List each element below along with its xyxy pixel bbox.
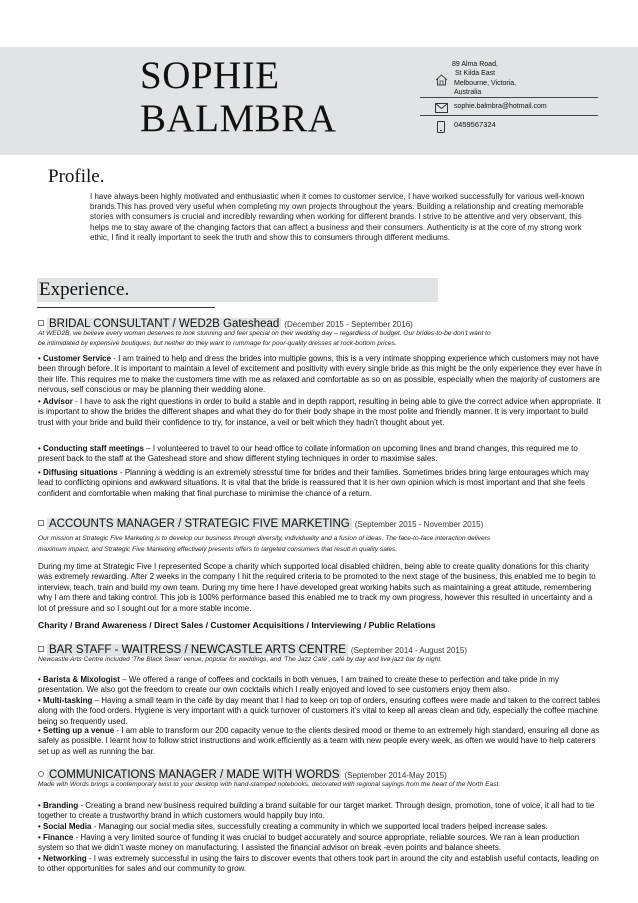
bullet-label: Setting up a venue xyxy=(43,726,115,735)
bullet-text: - Creating a brand new business required building a brand suitable for our target market. Through design, promotion, tone of voice, it all had to tie together to create a trustworthy brand in which customers would happily buy into. xyxy=(38,801,595,821)
bullet-circle-icon xyxy=(38,771,44,777)
job-bullet: • Multi-tasking – Having a small team in the café by day meant that I had to keep on top of orders, ensuring coffees were made and taken to the correct tables along with the food orders. Hygiene is very important with a quick turnover of customers it’s vital to keep all areas clean and tidy, especially the coffee machine being so frequently used. xyxy=(38,696,601,726)
job-dates: (December 2015 - September 2016) xyxy=(284,320,413,329)
bullet-text: - I have to ask the right questions in order to build a stable and in depth rapport, resulting in being able to give the correct advice when appropriate. It is important to show the brides the different shapes and what they do for their body shape in the most polite and friendly manner. It is very important to build trust with your bride and build their confidence to try, for instance, a veil or belt which they hadn’t thought about yet. xyxy=(38,397,601,427)
email[interactable]: sophie.balmbra@hotmail.com xyxy=(454,103,547,110)
bullet-label: Networking xyxy=(43,854,87,863)
job-tagline: Our mission at Strategic Five Marketing is to develop our business through diversity, individuality and a fusion of ideas. The face-to-face interaction delivers xyxy=(38,535,491,542)
bullet-text: - I am able to transform our 200 capacity venue to the clients desired mood or theme to an extremely high standard, ensuring all done as safely as possible. I learnt how to follow strict instructions and work efficiently as a team with new people every week, as often we would have to help caterers set up as well as running the bar. xyxy=(38,726,600,756)
bullet-text: – Having a small team in the café by day meant that I had to keep on top of orders, ensuring coffees were made and taken to the correct tables along with the food orders. Hygiene is very important with a quick turnover of customers it’s vital to keep all areas clean and tidy, especially the coffee machine being so frequently used. xyxy=(38,696,601,726)
bullet-text: - Planning a wedding is an extremely stressful time for brides and their families. Sometimes brides bring large entourages which may lead to conflicting opinions and awkward situations. It is vital that the bride is reassured that it is her own opinion which is most important and that she feels confident and comfortable when making that final purchase to minimise the chance of a return. xyxy=(38,468,590,498)
bullet-text: - Managing our social media sites, successfully creating a community in which we supported local traders helped increase sales. xyxy=(91,822,548,831)
bullet-label: Customer Service xyxy=(43,354,112,363)
job-role: BRIDAL CONSULTANT / WED2B Gateshead xyxy=(49,318,280,330)
job-bullet: • Advisor - I have to ask the right questions in order to build a stable and in depth rapport, resulting in being able to give the correct advice when appropriate. It is important to show the brides the different shapes and what they do for their body shape in the most polite and friendly manner. It is very important to build trust with your bride and build their confidence to try, for instance, a veil or belt which they hadn’t thought about yet. xyxy=(38,397,601,427)
home-icon xyxy=(435,73,448,91)
bullet-label: Advisor xyxy=(43,397,73,406)
bullet-label: Barista & Mixologist xyxy=(43,675,120,684)
job-bullet: • Social Media - Managing our social media sites, successfully creating a community in which we supported local traders helped increase sales. xyxy=(38,822,548,831)
bullet-text: - I am trained to help and dress the brides into multiple gowns, this is a very intimate shopping experience which customers may not have been through before. It is important to maintain a level of excitement and positivity with every single bride as this might be the only experience they ever have in their life. This requires me to make the customers time with me as relaxed and comfortable as so on as possible, especially when the majority of customers are nervous, self conscious or may be planning their wedding alone. xyxy=(38,354,602,395)
first-name: SOPHIE xyxy=(140,54,280,97)
profile-text: I have always been highly motivated and enthusiastic when it comes to customer service, I have worked successfully for various well-known brands.This has proved very useful when completing my own projects throughout the years. Building a relationship and creating memorable stories with consumers is crucial and incredibly rewarding when working for different brands. I strive to be attentive and very observant, this helps me to stay aware of the changing factors that can affect a business and their consumers. Authenticity is at the core of my strong work ethic, I find it really important to seek the truth and show this to consumers through different mediums. xyxy=(90,192,585,242)
bullet-label: Conducting staff meetings xyxy=(43,444,144,453)
job-tagline: be intimidated by expensive boutiques, but neither do they want to rummage for poor-quality dresses at rock-bottom prices. xyxy=(38,340,397,347)
profile-title: Profile. xyxy=(48,166,105,187)
job-tagline: Newcastle Arts Centre included ‘The Black Swan’ venue, popular for weddings, and ‘The Jazz Café’, café by day and live jazz bar by night. xyxy=(38,656,443,663)
bullet-box-icon xyxy=(38,320,44,326)
job-bullet: • Customer Service - I am trained to help and dress the brides into multiple gowns, this is a very intimate shopping experience which customers may not have been through before. It is important to maintain a level of excitement and positivity with every single bride as this might be the only experience they ever have in their life. This requires me to make the customers time with me as relaxed and comfortable as so on as possible, especially when the majority of customers are nervous, self conscious or may be planning their wedding alone. xyxy=(38,354,602,395)
contact-divider xyxy=(420,97,598,98)
job-dates: (September 2015 - November 2015) xyxy=(354,520,484,529)
job-bullet: • Networking - I was extremely successful in using the fairs to discover events that others took part in around the city and establish useful contacts, leading on to other opportunities for sales and our community to grow. xyxy=(38,854,599,874)
bullet-box-icon xyxy=(38,646,44,652)
address-line-1: 89 Alma Road, xyxy=(452,61,498,68)
job-paragraph: During my time at Strategic Five I represented Scope a charity which supported local disabled children, being able to create quality donations for this charity was extremely rewarding. After 2 weeks in the company I hit the required criteria to be promoted to the next stage of the business, this enabled me to begin to interview, teach, train and build my own team. During my time here I have developed great working habits such as maintaining a great attitude, remembering why I am there and taking control. This job is 100% performance based this enabled me to track my own progress, however this resulted in uncertainty and a lot of pressure and so I sought out for a more stable income. xyxy=(38,562,596,613)
job-role: COMMUNICATIONS MANAGER / MADE WITH WORDS xyxy=(49,769,340,781)
experience-title: Experience. xyxy=(39,279,130,300)
address-line-4: Australia xyxy=(454,89,482,96)
job-bullet: • Barista & Mixologist – We offered a range of coffees and cocktails in both venues, I am trained to create these to perfection and take pride in my presentation. We also got the freedom to create our own cocktails which I really enjoyed and loved to see customers enjoy them also. xyxy=(38,675,559,695)
address-line-2: St Kilda East xyxy=(455,70,496,77)
job-dates: (September 2014-May 2015) xyxy=(344,771,447,780)
job-tagline: At WED2B, we believe every woman deserves to look stunning and feel special on their wedding day – regardless of budget. Our brides-to-be don’t want to xyxy=(38,330,491,337)
bullet-text: - Having a very limited source of funding it was crucial to budget accurately and source appropriate, reliable sources. We ran a lean production system so that we didn’t waste money on manufacturing. I assisted the financial advisor on break -even points and balance sheets. xyxy=(38,833,580,853)
job-dates: (September 2014 - August 2015) xyxy=(350,646,467,655)
job-heading xyxy=(38,516,483,532)
contact-divider xyxy=(420,115,598,116)
job-bullet: • Finance - Having a very limited source of funding it was crucial to budget accurately and source appropriate, reliable sources. We ran a lean production system so that we didn’t waste money on manufacturing. I assisted the financial advisor on break -even points and balance sheets. xyxy=(38,833,580,853)
phone[interactable]: 0459567324 xyxy=(454,120,496,129)
bullet-label: Finance xyxy=(43,833,74,842)
job-bullet: • Diffusing situations - Planning a wedding is an extremely stressful time for brides and their families. Sometimes brides bring large entourages which may lead to conflicting opinions and awkward situations. It is vital that the bride is reassured that it is her own opinion which is most important and that she feels confident and comfortable when making that final purchase to minimise the chance of a return. xyxy=(38,468,590,498)
job-bullet: • Conducting staff meetings – I volunteered to travel to our head office to collate information on upcoming lines and brand changes, this required me to present back to the staff at the Gateshead store and show different styling techniques in order to maximise sales. xyxy=(38,444,578,464)
bullet-text: – I volunteered to travel to our head office to collate information on upcoming lines and brand changes, this required me to present back to the staff at the Gateshead store and show different styling techniques in order to maximise sales. xyxy=(38,444,578,464)
job-bullet: • Branding - Creating a brand new business required building a brand suitable for our target market. Through design, promotion, tone of voice, it all had to tie together to create a trustworthy brand in which customers would happily buy into. xyxy=(38,801,595,821)
last-name: BALMBRA xyxy=(140,97,337,140)
bullet-box-icon xyxy=(38,520,44,526)
bullet-label: Multi-tasking xyxy=(43,696,93,705)
bullet-label: Branding xyxy=(43,801,79,810)
job-tagline: Made with Words brings a contemporary twist to your desktop with hand-stamped notebooks, decorated with regional sayings from the heart of the North East. xyxy=(38,781,501,788)
job-skills: Charity / Brand Awareness / Direct Sales / Customer Acquisitions / Interviewing / Public Relations xyxy=(38,620,436,630)
bullet-label: Diffusing situations xyxy=(43,468,118,477)
address-line-3: Melbourne, Victoria, xyxy=(454,80,517,87)
job-tagline: maximum impact, and Strategic Five Marketing effectively presents offers to targeted consumers that result in quality sales. xyxy=(38,546,398,553)
bullet-text: – We offered a range of coffees and cocktails in both venues, I am trained to create these to perfection and take pride in my presentation. We also got the freedom to create our own cocktails which I really enjoyed and loved to see customers enjoy them also. xyxy=(38,675,559,695)
bullet-text: - I was extremely successful in using the fairs to discover events that others took part in around the city and establish useful contacts, leading on to other opportunities for sales and our community to grow. xyxy=(38,854,599,874)
job-bullet: • Setting up a venue - I am able to transform our 200 capacity venue to the clients desired mood or theme to an extremely high standard, ensuring all done as safely as possible. I learnt how to follow strict instructions and work efficiently as a team with new people every week, as often we would have to help caterers set up as well as running the bar. xyxy=(38,726,600,756)
job-role: ACCOUNTS MANAGER / STRATEGIC FIVE MARKETING xyxy=(49,518,350,530)
bullet-label: Social Media xyxy=(43,822,92,831)
experience-rule xyxy=(37,307,215,308)
job-role: BAR STAFF - WAITRESS / NEWCASTLE ARTS CENTRE xyxy=(49,644,346,656)
phone-icon xyxy=(437,120,445,138)
